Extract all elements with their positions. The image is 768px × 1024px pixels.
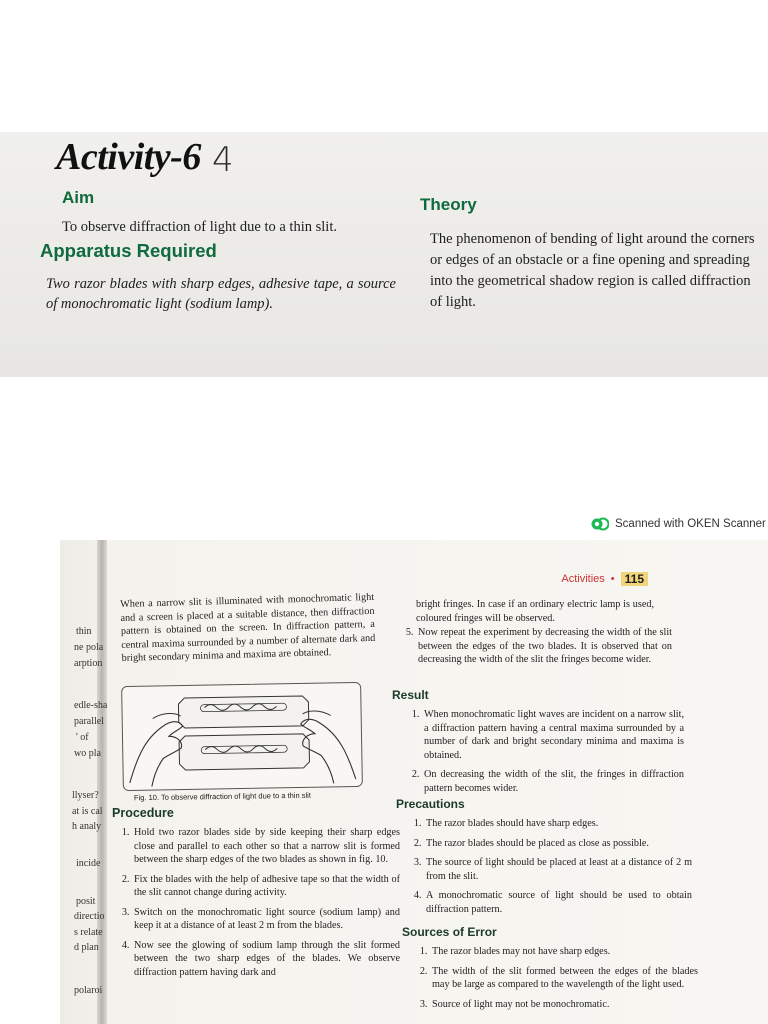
figure-caption: Fig. 10. To observe diffraction of light due to a thin slit bbox=[133, 790, 311, 803]
figure-razor-blades bbox=[121, 682, 363, 791]
margin-fragment: posit bbox=[76, 896, 96, 907]
margin-fragment: s relate bbox=[74, 927, 103, 938]
procedure-step: 1. Hold two razor blades side by side keeping their sharp edges close and parallel to each other so that a narrow slit is formed between the sharp edges of the two blades as shown in fig. 10. bbox=[132, 826, 400, 867]
scanner-label: Scanned with OKEN Scanner bbox=[615, 518, 766, 530]
procedure-step: 4. Now see the glowing of sodium lamp through the slit formed between the two sharp edges of the blades. We observe diffraction pattern having dark and bbox=[132, 939, 400, 980]
aim-heading: Aim bbox=[62, 188, 95, 207]
procedure-step: 2. Fix the blades with the help of adhesive tape so that the width of the slit cannot change during activity. bbox=[132, 873, 400, 900]
precaution-item: 2. The razor blades should be placed as close as possible. bbox=[424, 837, 692, 851]
page-header-bullet: • bbox=[610, 573, 615, 585]
precautions-list bbox=[406, 817, 692, 922]
intro-paragraph: When a narrow slit is illuminated with monochromatic light and a screen is placed at a suitable distance, then diffraction pattern is obtained on the screen. In diffraction pattern, a central maxima surrounded by a number of alternate dark and bright secondary minima and maxima are obtained. bbox=[120, 591, 376, 664]
page-header bbox=[561, 572, 648, 586]
margin-fragment: directio bbox=[74, 911, 105, 922]
theory-text: The phenomenon of bending of light around the corners or edges of an obstacle or a fine opening and spreading into the geometrical shadow region is called diffraction of light. bbox=[430, 231, 755, 310]
theory-heading: Theory bbox=[420, 195, 477, 214]
procedure-continuation: bright fringes. In case if an ordinary electric lamp is used, coloured fringes will be observed. bbox=[416, 599, 654, 624]
precaution-item: 4. A monochromatic source of light should be used to obtain diffraction pattern. bbox=[424, 889, 692, 916]
procedure-list-continued bbox=[398, 626, 672, 673]
error-item: 1. The razor blades may not have sharp edges. bbox=[430, 945, 698, 959]
result-item: 2. On decreasing the width of the slit, the fringes in diffraction pattern becomes wider. bbox=[422, 768, 684, 795]
margin-fragment: ' of bbox=[76, 732, 89, 743]
margin-fragment: wo pla bbox=[74, 748, 101, 759]
margin-fragment: incide bbox=[76, 858, 101, 869]
page-header-label: Activities bbox=[561, 573, 605, 585]
error-item: 3. Source of light may not be monochromatic. bbox=[430, 998, 698, 1012]
margin-fragment: arption bbox=[74, 658, 103, 669]
oken-scanner-logo-icon bbox=[591, 517, 609, 531]
procedure-list bbox=[114, 826, 400, 985]
margin-fragment: llyser? bbox=[72, 790, 99, 801]
error-item: 2. The width of the slit formed between the edges of the blades may be large as compared to the wavelength of the light used. bbox=[430, 965, 698, 992]
handwritten-number: 4 bbox=[212, 140, 234, 180]
result-item: 1. When monochromatic light waves are incident on a narrow slit, a diffraction pattern having a central maxima surrounded by a number of dark and bright secondary minima and maxima is obtained. bbox=[422, 708, 684, 762]
page-number: 115 bbox=[621, 572, 648, 586]
procedure-step: 5. Now repeat the experiment by decreasing the width of the slit between the edges of the two blades. It is observed that on decreasing the width of the slit the fringes become wider. bbox=[416, 626, 672, 667]
margin-fragment: at is cal bbox=[72, 806, 103, 817]
margin-fragment: polaroi bbox=[74, 985, 103, 996]
scanner-watermark bbox=[591, 517, 766, 531]
margin-fragment: thin bbox=[76, 626, 92, 637]
result-heading: Result bbox=[392, 688, 429, 702]
activity-title: Activity-6 bbox=[56, 136, 201, 178]
precautions-heading: Precautions bbox=[396, 797, 465, 811]
margin-fragment: h analy bbox=[72, 821, 102, 832]
razor-blades-hands-illustration bbox=[122, 683, 362, 790]
aim-text: To observe diffraction of light due to a thin slit. bbox=[62, 219, 337, 235]
precaution-item: 1. The razor blades should have sharp edges. bbox=[424, 817, 692, 831]
sources-of-error-list bbox=[412, 945, 698, 1017]
procedure-step: 3. Switch on the monochromatic light source (sodium lamp) and keep it at a distance of at least 2 m from the blades. bbox=[132, 906, 400, 933]
sources-of-error-heading: Sources of Error bbox=[402, 925, 497, 939]
margin-fragment: d plan bbox=[74, 942, 99, 953]
precaution-item: 3. The source of light should be placed at least at a distance of 2 m from the slit. bbox=[424, 856, 692, 883]
result-list bbox=[404, 708, 684, 801]
apparatus-heading: Apparatus Required bbox=[40, 240, 217, 261]
margin-fragment: parallel bbox=[74, 716, 104, 727]
apparatus-text: Two razor blades with sharp edges, adhesive tape, a source of monochromatic light (sodium lamp). bbox=[46, 276, 396, 312]
margin-fragment: ne pola bbox=[74, 642, 104, 653]
margin-fragment: edle-sha bbox=[74, 700, 108, 711]
procedure-heading: Procedure bbox=[112, 806, 174, 820]
